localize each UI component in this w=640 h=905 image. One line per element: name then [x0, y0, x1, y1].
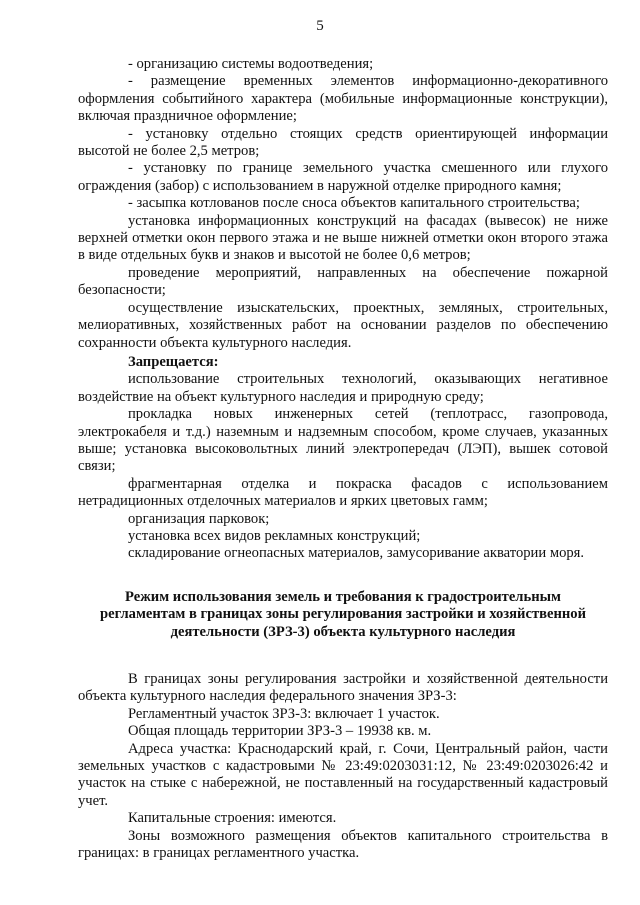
prohibited-item: организация парковок; — [128, 510, 270, 527]
prohibited-heading: Запрещается: — [128, 353, 219, 370]
prohibited-item: установка всех видов рекламных конструкций; — [128, 527, 421, 544]
paragraph: Адреса участка: Краснодарский край, г. Сочи, Центральный район, части земельных участков с кадастровыми № 23:49:0203031:12, № 23:49:0203026:42 и участок на стыке с набережной, не поставленный на государственный кадастровый учет. — [78, 740, 608, 809]
section-title-line: Режим использования земель и требования к градостроительным — [125, 588, 561, 605]
section-title — [78, 589, 608, 641]
document-body — [78, 56, 608, 862]
page-number: 5 — [316, 18, 324, 34]
paragraph: установка информационных конструкций на фасадах (вывесок) не ниже верхней отметки окон первого этажа и не выше нижней отметки окон второго этажа в виде отдельных букв и знаков и высотой не более 0,6 метров; — [78, 212, 608, 264]
section-title-line: регламентам в границах зоны регулирования застройки и хозяйственной — [100, 606, 586, 623]
prohibited-item: фрагментарная отделка и покраска фасадов с использованием нетрадиционных отделочных материалов и ярких цветовых гамм; — [78, 475, 608, 510]
paragraph: - установку отдельно стоящих средств ориентирующей информации высотой не более 2,5 метров; — [78, 125, 608, 160]
paragraph: Регламентный участок ЗРЗ-3: включает 1 участок. — [128, 705, 440, 722]
paragraph: - размещение временных элементов информационно-декоративного оформления событийного характера (мобильные информационные конструкции), включая праздничное оформление; — [78, 73, 608, 125]
prohibited-item: использование строительных технологий, оказывающих негативное воздействие на объект культурного наследия и природную среду; — [78, 371, 608, 405]
paragraph: проведение мероприятий, направленных на обеспечение пожарной безопасности; — [78, 264, 608, 299]
paragraph: В границах зоны регулирования застройки и хозяйственной деятельности объекта культурного наследия федерального значения ЗРЗ-3: — [78, 671, 608, 705]
paragraph: Зоны возможного размещения объектов капитального строительства в границах: в границах регламентного участка. — [78, 827, 608, 862]
paragraph: - организацию системы водоотведения; — [128, 56, 374, 72]
paragraph: осуществление изыскательских, проектных, земляных, строительных, мелиоративных, хозяйственных работ на основании разделов по обеспечению сохранности объекта культурного наследия. — [78, 299, 608, 351]
paragraph: Общая площадь территории ЗРЗ-3 – 19938 кв. м. — [128, 723, 432, 740]
prohibited-item: складирование огнеопасных материалов, замусоривание акватории моря. — [128, 545, 585, 562]
paragraph: - засыпка котлованов после сноса объектов капитального строительства; — [128, 195, 580, 212]
prohibited-item: прокладка новых инженерных сетей (теплотрасс, газопровода, электрокабеля и т.д.) наземным и надземным способом, кроме случаев, указанных выше; установка высоковольтных линий электропередач (ЛЭП), вышек сотовой связи; — [78, 406, 608, 475]
paragraph: - установку по границе земельного участка смешенного или глухого ограждения (забор) с использованием в наружной отделке природного камня; — [78, 160, 608, 194]
paragraph: Капитальные строения: имеются. — [128, 810, 337, 827]
section-title-line: деятельности (ЗРЗ-3) объекта культурного наследия — [170, 623, 516, 640]
